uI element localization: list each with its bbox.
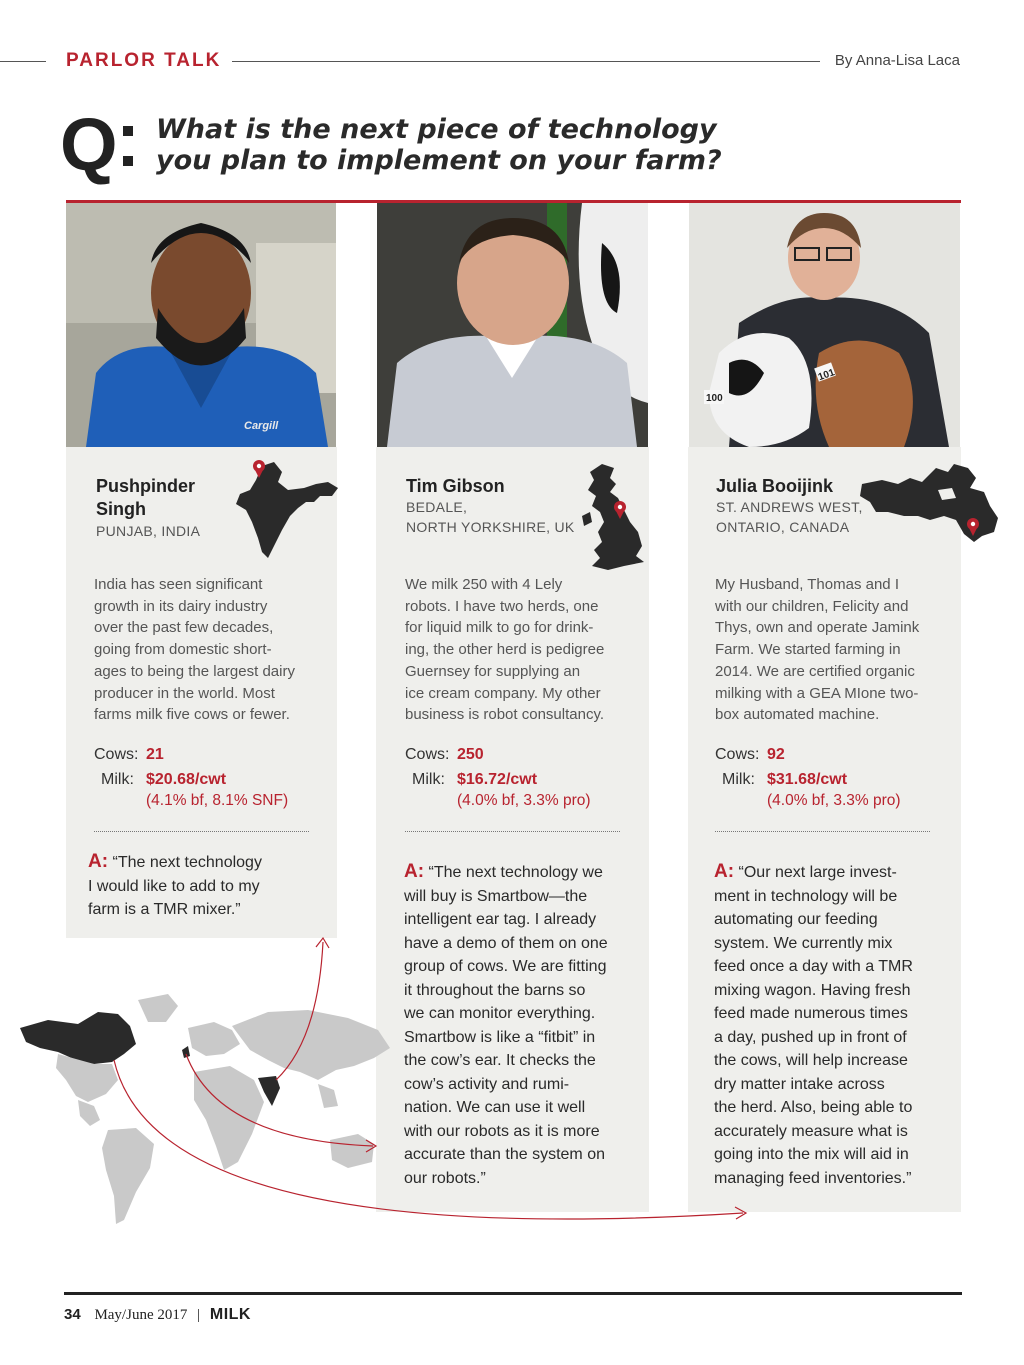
answer-line: we can monitor everything. <box>404 1005 596 1022</box>
answer-line: accurate than the system on <box>404 1146 605 1163</box>
bio-line: over the past few decades, <box>94 619 274 637</box>
milk-detail-2: (4.0% bf, 3.3% pro) <box>457 792 591 809</box>
bio-line: with our children, Felicity and <box>715 597 909 615</box>
answer-line: managing feed inventories.” <box>714 1169 912 1187</box>
milk-label-1: Milk: <box>101 771 134 788</box>
footer-separator: | <box>197 1307 201 1323</box>
answer-label-1: A: <box>88 851 109 872</box>
answer-line: will buy is Smartbow—the <box>404 887 588 905</box>
answer-line: intelligent ear tag. I already <box>404 911 597 928</box>
answer-line: have a demo of them on one <box>404 934 608 952</box>
header-rule-right <box>232 61 820 62</box>
cows-label-3: Cows: <box>715 746 760 763</box>
answer-line: automating our feeding <box>714 911 878 928</box>
map-canada <box>20 1012 136 1064</box>
bio-line: growth in its dairy industry <box>94 597 268 615</box>
answer-line: a day, pushed up in front of <box>714 1028 907 1046</box>
milk-value-1: $20.68/cwt <box>146 771 227 788</box>
farmer-location-3 <box>716 497 863 537</box>
page-number: 34 <box>64 1306 81 1323</box>
answer-line: feed made numerous times <box>714 1005 908 1022</box>
answer-line: “The next technology we <box>428 864 603 881</box>
cows-value-1: 21 <box>146 746 164 763</box>
bio-line: producer in the world. Most <box>94 684 275 702</box>
answer-label-2: A: <box>404 861 425 882</box>
farmer-answer-1 <box>88 850 318 922</box>
bio-line: We milk 250 with 4 Lely <box>405 576 563 593</box>
answer-line: feed once a day with a TMR <box>714 958 913 975</box>
bio-line: Farm. We started farming in <box>715 641 901 659</box>
farmer-bio-1 <box>94 574 309 726</box>
bio-line: India has seen significant <box>94 576 263 593</box>
milk-detail-1: (4.1% bf, 8.1% SNF) <box>146 792 289 809</box>
location-line: NORTH YORKSHIRE, UK <box>406 519 575 535</box>
farmer-photo-2 <box>377 203 648 447</box>
location-line: BEDALE, <box>406 499 468 515</box>
bio-line: business is robot consultancy. <box>405 706 604 724</box>
answer-line: cow’s activity and rumi- <box>404 1075 570 1093</box>
bio-line: box automated machine. <box>715 706 880 724</box>
india-map-icon <box>232 458 342 562</box>
location-line: ONTARIO, CANADA <box>716 519 850 535</box>
bio-line: My Husband, Thomas and I <box>715 576 899 593</box>
answer-line: ment in technology will be <box>714 887 898 905</box>
answer-line: system. We currently mix <box>714 934 893 952</box>
header-rule-left <box>0 61 46 62</box>
byline: By Anna-Lisa Laca <box>834 52 960 69</box>
cows-value-2: 250 <box>457 746 484 763</box>
shirt-logo-text: Cargill <box>244 420 279 432</box>
dotted-divider-1 <box>94 831 309 832</box>
map-africa <box>194 1066 264 1170</box>
ear-tag-2: 100 <box>706 393 723 404</box>
farmer-bio-2 <box>405 574 620 726</box>
map-europe <box>188 1022 240 1056</box>
world-map-graphic <box>18 930 778 1260</box>
answer-line: the herd. Also, being able to <box>714 1099 913 1116</box>
dotted-divider-3 <box>715 831 930 832</box>
answer-line: I would like to add to my <box>88 877 260 895</box>
answer-line: the cow’s ear. It checks the <box>404 1052 596 1069</box>
answer-line: Smartbow is like a “fitbit” in <box>404 1028 596 1046</box>
answer-label-3: A: <box>714 861 735 882</box>
ear-tag-1: 101 <box>816 367 837 384</box>
bio-line: Guernsey for supplying an <box>405 662 581 680</box>
section-label: PARLOR TALK <box>66 50 222 71</box>
footer <box>64 1306 251 1324</box>
farmer-name-3: Julia Booijink <box>716 476 834 496</box>
bio-line: ice cream company. My other <box>405 684 601 702</box>
farmer-name-2: Tim Gibson <box>406 476 505 496</box>
question-text: What is the next piece of technology you plan to implement on your farm? <box>156 114 722 176</box>
bio-line: robots. I have two herds, one <box>405 597 599 615</box>
bio-line: 2014. We are certified organic <box>715 662 915 680</box>
answer-line: our robots.” <box>404 1169 486 1187</box>
milk-detail-3: (4.0% bf, 3.3% pro) <box>767 792 901 809</box>
milk-value-3: $31.68/cwt <box>767 771 848 788</box>
answer-line: “Our next large invest- <box>738 864 897 881</box>
answer-line: with our robots as it is more <box>404 1122 600 1140</box>
answer-line: accurately measure what is <box>714 1122 908 1140</box>
farmer-photo-3 <box>689 203 960 447</box>
milk-value-2: $16.72/cwt <box>457 771 538 788</box>
uk-map-icon <box>580 462 652 572</box>
answer-line: it throughout the barns so <box>404 981 586 999</box>
answer-line: nation. We can use it well <box>404 1099 586 1116</box>
milk-label-2: Milk: <box>412 771 445 788</box>
farmer-bio-3 <box>715 574 930 726</box>
question-colon <box>123 126 134 186</box>
bio-line: for liquid milk to go for drink- <box>405 619 594 637</box>
farmer-name-1: Pushpinder Singh <box>96 476 196 519</box>
location-line: ST. ANDREWS WEST, <box>716 499 863 515</box>
answer-line: farm is a TMR mixer.” <box>88 901 241 918</box>
answer-line: group of cows. We are fitting <box>404 958 607 975</box>
bio-line: going from domestic short- <box>94 641 272 659</box>
cows-label-2: Cows: <box>405 746 450 763</box>
answer-line: going into the mix will aid in <box>714 1146 909 1163</box>
farmer-photo-1 <box>66 203 336 447</box>
answer-line: the cows, will help increase <box>714 1052 908 1069</box>
canada-map-icon <box>858 462 1002 550</box>
dotted-divider-2 <box>405 831 620 832</box>
farmer-location-2 <box>406 497 575 537</box>
answer-line: mixing wagon. Having fresh <box>714 981 911 999</box>
map-south-america <box>102 1128 154 1224</box>
bio-line: ages to being the largest dairy <box>94 662 295 680</box>
map-uk <box>182 1046 190 1058</box>
farmer-location-1: PUNJAB, INDIA <box>96 523 201 539</box>
footer-rule <box>64 1292 962 1295</box>
bio-line: ing, the other herd is pedigree <box>405 641 605 659</box>
bio-line: milking with a GEA MIone two- <box>715 684 919 702</box>
answer-line: “The next technology <box>112 854 262 871</box>
cows-value-3: 92 <box>767 746 785 763</box>
issue-date: May/June 2017 <box>94 1307 188 1323</box>
cows-label-1: Cows: <box>94 746 139 763</box>
bio-line: farms milk five cows or fewer. <box>94 706 290 724</box>
milk-label-3: Milk: <box>722 771 755 788</box>
answer-line: dry matter intake across <box>714 1075 885 1093</box>
magazine-logo: MILK <box>209 1306 251 1323</box>
question-label: Q <box>60 103 116 186</box>
bio-line: Thys, own and operate Jamink <box>715 619 920 637</box>
